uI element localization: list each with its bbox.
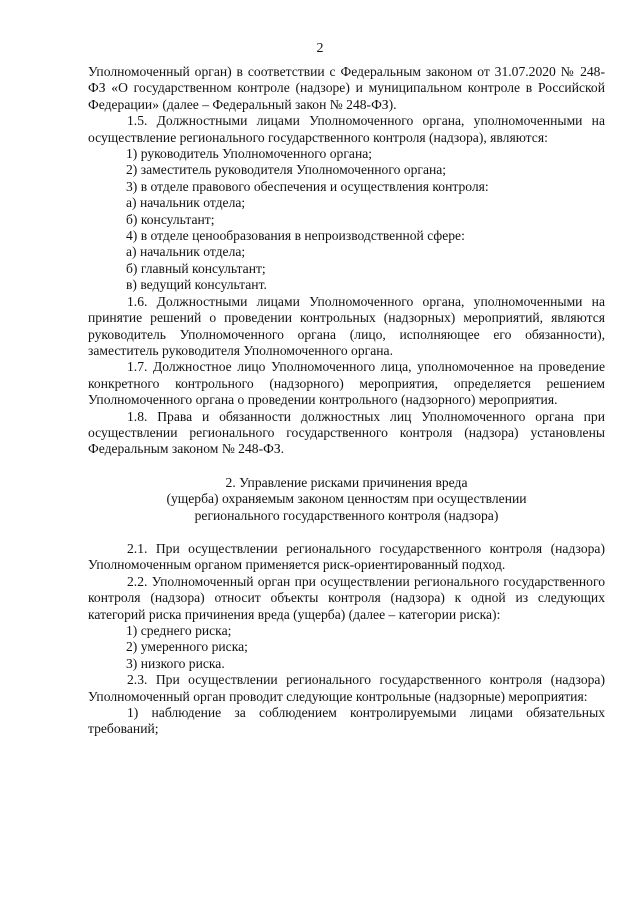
page-number: 2 bbox=[316, 41, 324, 56]
list-item: в) ведущий консультант. bbox=[126, 277, 267, 293]
list-item: 1) руководитель Уполномоченного органа; bbox=[126, 146, 373, 162]
list-item: б) консультант; bbox=[126, 211, 215, 227]
paragraph-1-8: 1.8. Права и обязанности должностных лиц Уполномоченного органа при осуществлении регионального государственного контроля (надзора) установлены Федеральным законом № 248-ФЗ. bbox=[88, 408, 605, 457]
list-item: б) главный консультант; bbox=[126, 260, 266, 276]
list-item: 2) заместитель руководителя Уполномоченного органа; bbox=[126, 162, 447, 178]
paragraph-2-1: 2.1. При осуществлении регионального государственного контроля (надзора) Уполномоченным органом применяется риск-ориентированный подход. bbox=[88, 540, 605, 573]
paragraph-1-5: 1.5. Должностными лицами Уполномоченного органа, уполномоченными на осуществление регионального государственного контроля (надзора), являются: bbox=[88, 113, 605, 145]
list-item: 2) умеренного риска; bbox=[126, 639, 248, 655]
section-heading-line-3: регионального государственного контроля (надзора) bbox=[194, 507, 499, 523]
list-item: 1) наблюдение за соблюдением контролируемыми лицами обязательных требований; bbox=[88, 705, 605, 737]
paragraph-1-6: 1.6. Должностными лицами Уполномоченного органа, уполномоченными на принятие решений о проведении контрольных (надзорных) мероприятий, являются руководитель Уполномоченного органа (лицо, исполняющее его обязанности), заместитель руководителя Уполномоченного органа. bbox=[88, 293, 605, 358]
paragraph-1-7: 1.7. Должностное лицо Уполномоченного лица, уполномоченное на проведение конкретного контрольного (надзорного) мероприятия, определяется решением Уполномоченного органа о проведении контрольного (надзорного) мероприятия. bbox=[88, 359, 605, 408]
list-item: 3) в отделе правового обеспечения и осуществления контроля: bbox=[126, 178, 489, 194]
section-heading-line-1: 2. Управление рисками причинения вреда bbox=[225, 474, 468, 490]
paragraph-intro: Уполномоченный орган) в соответствии с Федеральным законом от 31.07.2020 № 248-ФЗ «О государственном контроле (надзоре) и муниципальном контроле в Российской Федерации» (далее – Федеральный закон № 248-ФЗ). bbox=[88, 64, 605, 112]
list-item: 1) среднего риска; bbox=[126, 623, 232, 638]
list-item: а) начальник отдела; bbox=[126, 244, 246, 260]
paragraph-2-2: 2.2. Уполномоченный орган при осуществлении регионального государственного контроля (надзора) относит объекты контроля (надзора) к одной из следующих категорий риска причинения вреда (ущерба) (далее – категории риска): bbox=[88, 573, 605, 622]
section-heading-line-2: (ущерба) охраняемым законом ценностям при осуществлении bbox=[166, 491, 527, 507]
paragraph-2-3: 2.3. При осуществлении регионального государственного контроля (надзора) Уполномоченный орган проводит следующие контрольные (надзорные) мероприятия: bbox=[88, 672, 605, 704]
document-body bbox=[88, 64, 605, 738]
list-item: 3) низкого риска. bbox=[126, 655, 225, 671]
list-item: 4) в отделе ценообразования в непроизводственной сфере: bbox=[126, 228, 465, 244]
list-item: а) начальник отдела; bbox=[126, 195, 246, 211]
